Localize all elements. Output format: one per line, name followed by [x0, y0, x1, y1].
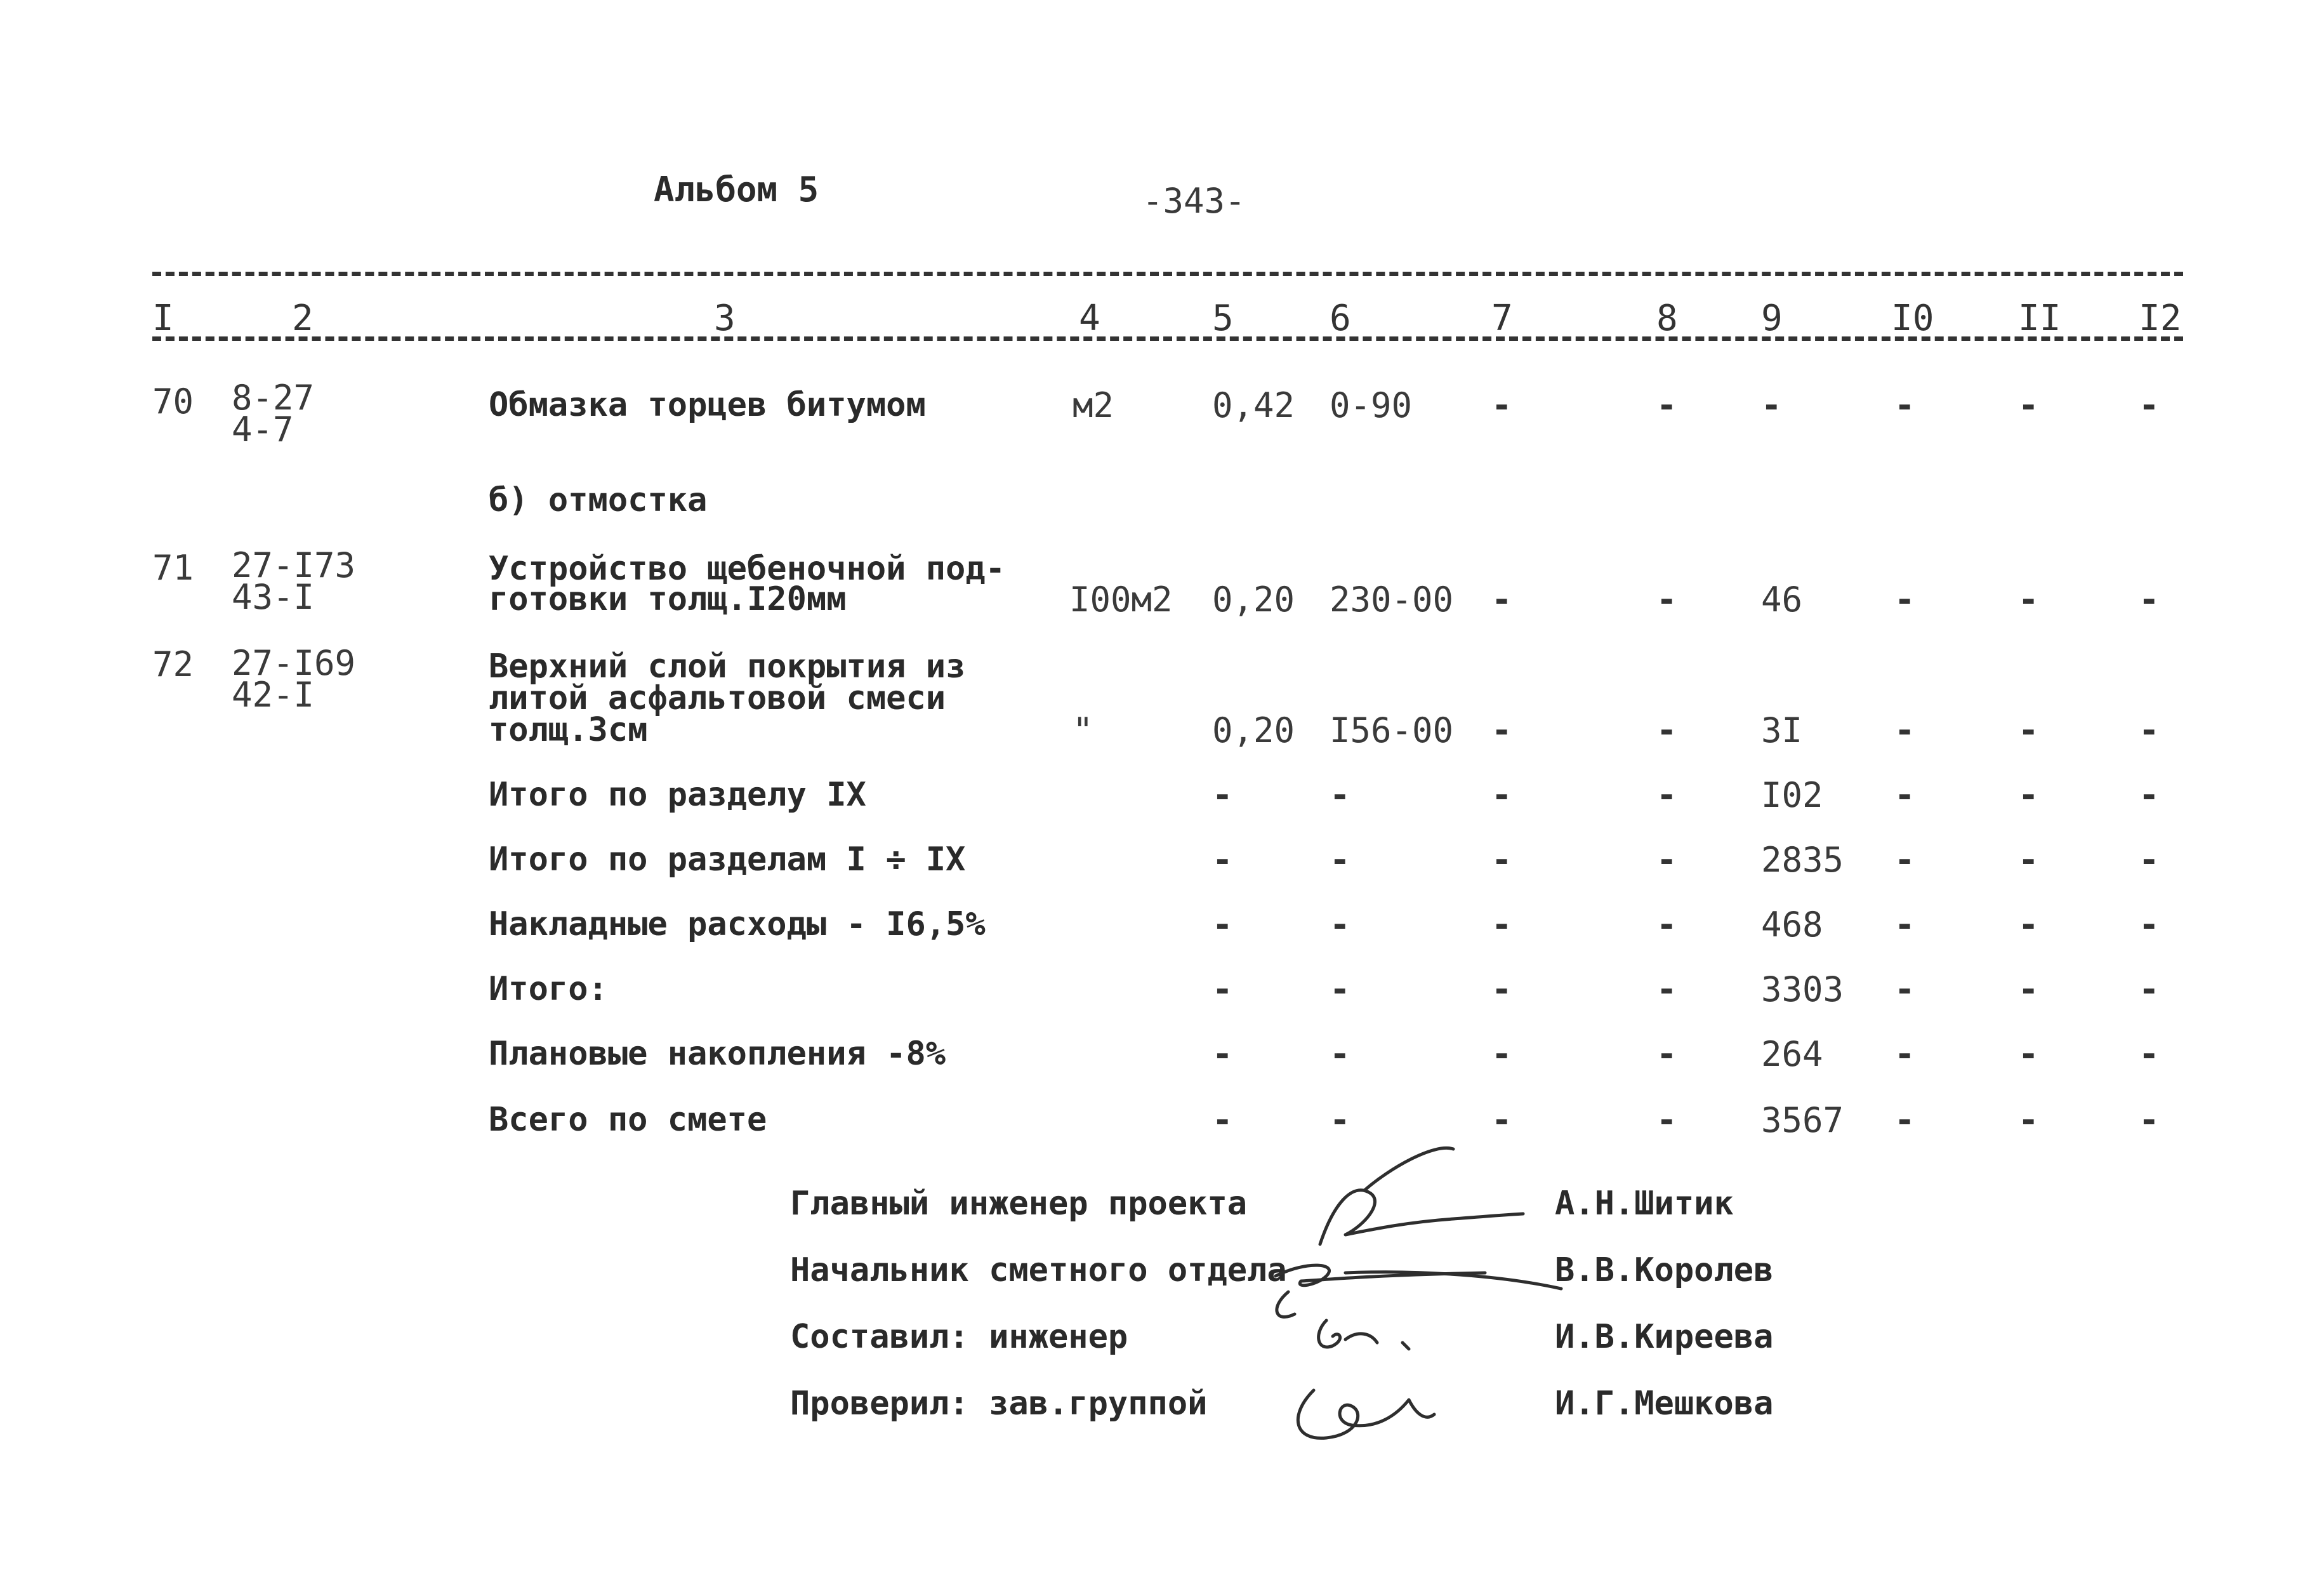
- col11-value: -: [2018, 969, 2039, 1009]
- norm-code-bottom: 4-7: [232, 409, 294, 449]
- col8-value: -: [1656, 905, 1677, 945]
- signature-name: А.Н.Шитик: [1555, 1185, 1734, 1223]
- col8-value: -: [1656, 775, 1677, 815]
- work-description-line: Устройство щебеночной под-: [489, 550, 1005, 588]
- col8-value: -: [1656, 580, 1677, 620]
- col6-value: -: [1330, 969, 1350, 1009]
- col10-value: -: [1894, 1100, 1915, 1140]
- column-header-1: I: [152, 298, 174, 339]
- col9-value: 264: [1761, 1034, 1823, 1074]
- signature-name: В.В.Королев: [1555, 1251, 1774, 1289]
- col9-value: -: [1761, 385, 1782, 425]
- column-header-10: I0: [1891, 298, 1934, 339]
- col7-value: -: [1491, 385, 1512, 425]
- col6-value: -: [1330, 1100, 1350, 1140]
- quantity: 0,20: [1212, 710, 1295, 750]
- signature-1: [1320, 1190, 1523, 1244]
- col8-value: -: [1656, 710, 1677, 750]
- col7-value: -: [1491, 840, 1512, 880]
- col8-value: -: [1656, 1100, 1677, 1140]
- totals-label: Накладные расходы - I6,5%: [489, 905, 986, 943]
- col10-value: -: [1894, 710, 1915, 750]
- col12-value: -: [2139, 1100, 2160, 1140]
- col8-value: -: [1656, 385, 1677, 425]
- col7-value: -: [1491, 775, 1512, 815]
- col11-value: -: [2018, 710, 2039, 750]
- col5-value: -: [1212, 1034, 1233, 1074]
- col7-value: -: [1491, 1034, 1512, 1074]
- totals-label: Плановые накопления -8%: [489, 1035, 946, 1073]
- totals-label: Итого:: [489, 970, 608, 1008]
- col12-value: -: [2139, 385, 2160, 425]
- col5-value: -: [1212, 775, 1233, 815]
- col8-value: -: [1656, 969, 1677, 1009]
- signature-name: И.В.Киреева: [1555, 1318, 1774, 1356]
- signature-1-flourish: [1364, 1148, 1453, 1190]
- quantity: 0,20: [1212, 580, 1295, 620]
- column-header-9: 9: [1761, 298, 1783, 339]
- signature-4: [1298, 1390, 1434, 1438]
- col6-value: -: [1330, 905, 1350, 945]
- col12-value: -: [2139, 1034, 2160, 1074]
- col9-value: 46: [1761, 580, 1803, 620]
- col11-value: -: [2018, 1100, 2039, 1140]
- unit: ": [1073, 710, 1093, 750]
- signature-name: И.Г.Мешкова: [1555, 1385, 1774, 1423]
- album-label: Альбом 5: [654, 169, 819, 209]
- col12-value: -: [2139, 580, 2160, 620]
- col5-value: -: [1212, 840, 1233, 880]
- totals-label: Итого по разделам I ÷ IX: [489, 841, 966, 879]
- unit-price: 0-90: [1330, 385, 1413, 425]
- col11-value: -: [2018, 580, 2039, 620]
- col10-value: -: [1894, 580, 1915, 620]
- col10-value: -: [1894, 1034, 1915, 1074]
- norm-code-top: 8-27: [232, 378, 315, 418]
- col5-value: -: [1212, 969, 1233, 1009]
- column-header-12: I2: [2139, 298, 2182, 339]
- col11-value: -: [2018, 840, 2039, 880]
- col8-value: -: [1656, 840, 1677, 880]
- quantity: 0,42: [1212, 385, 1295, 425]
- row-number: 70: [152, 382, 194, 422]
- norm-code-top: 27-I73: [232, 545, 356, 585]
- unit-price: I56-00: [1330, 710, 1454, 750]
- col7-value: -: [1491, 905, 1512, 945]
- column-header-11: II: [2018, 298, 2061, 339]
- col12-value: -: [2139, 969, 2160, 1009]
- col7-value: -: [1491, 710, 1512, 750]
- column-header-6: 6: [1330, 298, 1351, 339]
- signature-3: [1319, 1320, 1409, 1349]
- col12-value: -: [2139, 905, 2160, 945]
- norm-code-bottom: 43-I: [232, 577, 315, 617]
- col9-value: 3I: [1761, 710, 1803, 750]
- work-description-line: толщ.3см: [489, 711, 648, 749]
- col9-value: I02: [1761, 775, 1823, 815]
- col12-value: -: [2139, 840, 2160, 880]
- column-header-8: 8: [1656, 298, 1678, 339]
- column-header-3: 3: [714, 298, 736, 339]
- column-header-7: 7: [1491, 298, 1513, 339]
- col10-value: -: [1894, 775, 1915, 815]
- totals-label: Итого по разделу IX: [489, 776, 866, 814]
- col10-value: -: [1894, 385, 1915, 425]
- column-header-4: 4: [1079, 298, 1100, 339]
- col9-value: 468: [1761, 905, 1823, 945]
- col10-value: -: [1894, 969, 1915, 1009]
- unit-price: 230-00: [1330, 580, 1454, 620]
- col5-value: -: [1212, 1100, 1233, 1140]
- unit: м2: [1073, 385, 1114, 425]
- work-description-line: литой асфальтовой смеси: [489, 679, 946, 717]
- col6-value: -: [1330, 775, 1350, 815]
- work-description: Обмазка торцев битумом: [489, 386, 926, 424]
- page-number: -343-: [1142, 181, 1246, 221]
- col11-value: -: [2018, 385, 2039, 425]
- signature-role: Составил: инженер: [790, 1318, 1128, 1356]
- column-header-2: 2: [292, 298, 314, 339]
- work-description-line: готовки толщ.I20мм: [489, 580, 847, 618]
- col10-value: -: [1894, 905, 1915, 945]
- work-description-line: Верхний слой покрытия из: [489, 648, 966, 686]
- col9-value: 3567: [1761, 1100, 1844, 1140]
- norm-code-top: 27-I69: [232, 643, 356, 683]
- signature-role: Начальник сметного отдела: [790, 1251, 1287, 1289]
- column-header-5: 5: [1212, 298, 1234, 339]
- norm-code-bottom: 42-I: [232, 675, 315, 715]
- col9-value: 2835: [1761, 840, 1844, 880]
- col10-value: -: [1894, 840, 1915, 880]
- col12-value: -: [2139, 775, 2160, 815]
- totals-label: Всего по смете: [489, 1101, 767, 1139]
- subsection-heading: б) отмостка: [489, 481, 708, 519]
- col11-value: -: [2018, 1034, 2039, 1074]
- col7-value: -: [1491, 969, 1512, 1009]
- unit: I00м2: [1069, 580, 1173, 620]
- col11-value: -: [2018, 775, 2039, 815]
- row-number: 71: [152, 548, 194, 588]
- signature-role: Главный инженер проекта: [790, 1185, 1248, 1223]
- col6-value: -: [1330, 840, 1350, 880]
- col12-value: -: [2139, 710, 2160, 750]
- col8-value: -: [1656, 1034, 1677, 1074]
- col7-value: -: [1491, 1100, 1512, 1140]
- col7-value: -: [1491, 580, 1512, 620]
- col11-value: -: [2018, 905, 2039, 945]
- col9-value: 3303: [1761, 969, 1844, 1009]
- col5-value: -: [1212, 905, 1233, 945]
- row-number: 72: [152, 644, 194, 684]
- col6-value: -: [1330, 1034, 1350, 1074]
- signature-role: Проверил: зав.группой: [790, 1385, 1208, 1423]
